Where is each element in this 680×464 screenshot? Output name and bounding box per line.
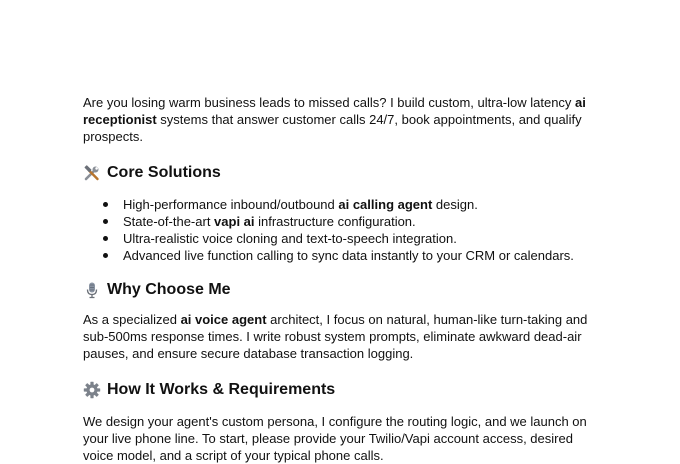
item-text: State-of-the-art bbox=[123, 214, 215, 229]
why-choose-me-title: Why Choose Me bbox=[107, 281, 231, 298]
item-text: Advanced live function calling to sync data instantly to your CRM or calendars. bbox=[123, 248, 574, 263]
why-text-1: As a specialized bbox=[83, 312, 181, 327]
hammer-and-wrench-icon bbox=[83, 164, 101, 182]
bullet bbox=[103, 236, 108, 241]
item-keyword: ai calling agent bbox=[338, 197, 433, 212]
how-it-works-paragraph: We design your agent's custom persona, I configure the routing logic, and we launch on your live phone line. To start, please provide your Twilio/Vapi account access, desired voice model, and a script of your typical phone calls. bbox=[83, 414, 587, 463]
item-text-end: design. bbox=[432, 197, 478, 212]
list-item bbox=[103, 247, 603, 264]
intro-text-1: Are you losing warm business leads to missed calls? I build custom, ultra-low latency bbox=[83, 95, 576, 110]
intro-keyword-ai-receptionist: ai receptionist bbox=[83, 95, 586, 127]
why-choose-me-paragraph bbox=[83, 311, 603, 362]
microphone-icon bbox=[83, 281, 101, 299]
gear-icon bbox=[83, 381, 101, 399]
item-text-end: infrastructure configuration. bbox=[254, 214, 416, 229]
intro-text-2: systems that answer customer calls 24/7, book appointments, and qualify prospects. bbox=[83, 112, 582, 144]
bullet bbox=[103, 253, 108, 258]
intro-paragraph bbox=[83, 94, 603, 145]
document-body bbox=[83, 94, 603, 464]
item-keyword: vapi ai bbox=[214, 214, 255, 229]
bullet bbox=[103, 219, 108, 224]
list-item bbox=[103, 230, 603, 247]
core-solutions-title: Core Solutions bbox=[107, 164, 221, 181]
bullet bbox=[103, 202, 108, 207]
list-item bbox=[103, 213, 603, 230]
why-keyword-ai-voice-agent: ai voice agent bbox=[180, 312, 267, 327]
why-choose-me-heading bbox=[83, 280, 603, 300]
item-text: High-performance inbound/outbound bbox=[123, 197, 339, 212]
item-text: Ultra-realistic voice cloning and text-to-speech integration. bbox=[123, 231, 457, 246]
how-it-works-heading bbox=[83, 380, 603, 400]
why-text-2: architect, I focus on natural, human-like turn-taking and sub-500ms response times. I write robust system prompts, eliminate awkward dead-air pauses, and ensure secure database transaction logging. bbox=[83, 312, 588, 361]
core-solutions-heading bbox=[83, 163, 603, 183]
list-item bbox=[103, 196, 603, 213]
core-solutions-list bbox=[83, 196, 603, 264]
how-it-works-title: How It Works & Requirements bbox=[107, 381, 336, 398]
